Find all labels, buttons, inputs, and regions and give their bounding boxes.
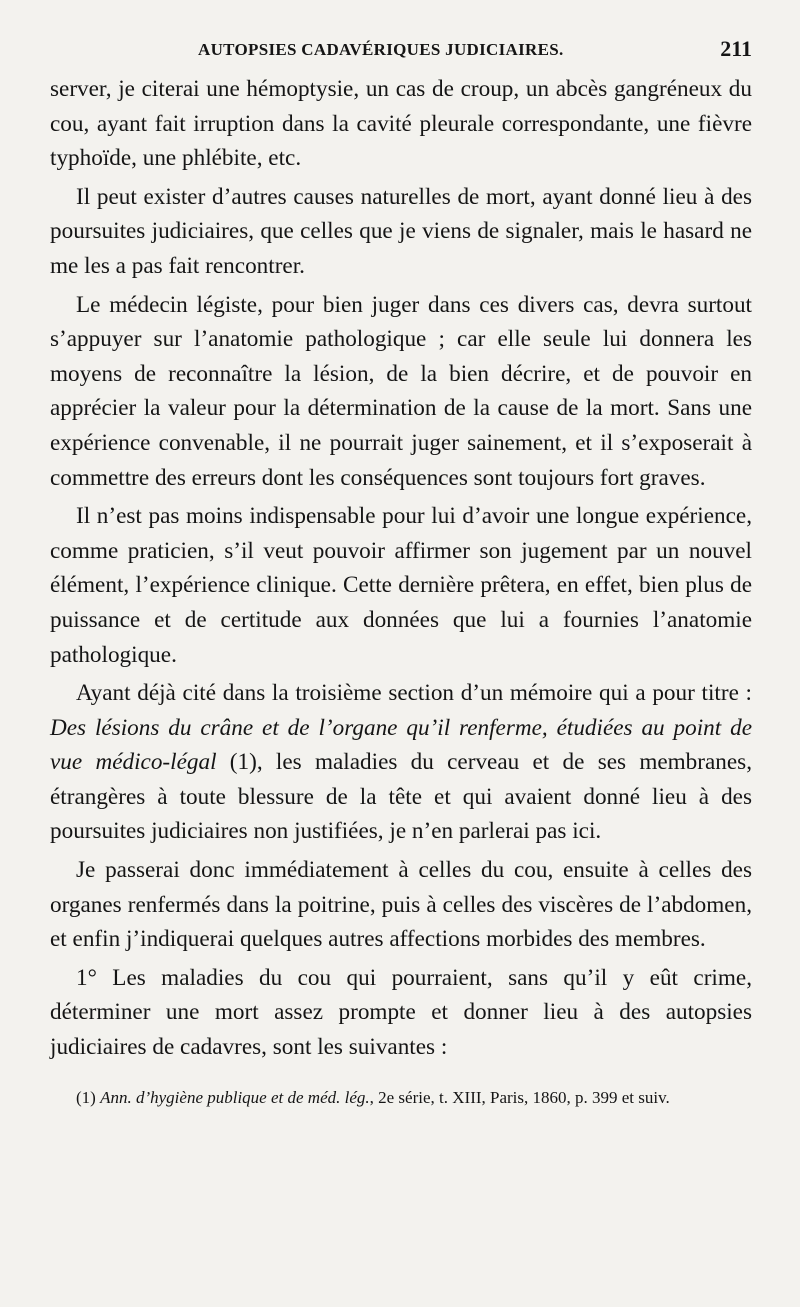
footnote-details: , 2e série, t. XIII, Paris, 1860, p. 399 et suiv. [369, 1087, 670, 1107]
paragraph-clinical-experience: Il n’est pas moins indispensable pour lui d’avoir une longue expérience, comme praticien, s’il veut pouvoir affirmer son jugement par un nouvel élément, l’expérience clinique. Cette dernière prêtera, en effet, bien plus de puissance et de certitude aux données que lui a fournies l’anatomie pathologique. [50, 503, 752, 668]
page-number: 211 [720, 36, 752, 61]
paragraph-continuation: server, je citerai une hémoptysie, un cas de croup, un abcès gangréneux du cou, ayant fait irruption dans la cavité pleurale correspondante, une fièvre typhoïde, une phlébite, etc. [50, 76, 752, 172]
footnote-journal: Ann. d’hygiène publique et de méd. lég. [100, 1087, 370, 1107]
paragraph-other-causes: Il peut exister d’autres causes naturelles de mort, ayant donné lieu à des poursuites judiciaires, que celles que je viens de signaler, mais le hasard ne me les a pas fait rencontrer. [50, 183, 752, 279]
memoir-text-after: (1), les maladies du cerveau et de ses membranes, étrangères à toute blessure de la tête et qui avaient donné lieu à des poursuites judiciaires non justifiées, je n’en parlerai pas ici. [50, 749, 752, 845]
paragraph-memoir-reference [50, 676, 752, 849]
memoir-title: Des lésions du crâne et de l’organe qu’il renferme, étudiées au point de vue médico-légal [50, 714, 752, 776]
running-title: AUTOPSIES CADAVÉRIQUES JUDICIAIRES. [198, 40, 564, 59]
body-text [50, 72, 752, 1065]
paragraph-neck-diseases: 1° Les maladies du cou qui pourraient, sans qu’il y eût crime, déterminer une mort assez prompte et donner lieu à des autopsies judiciaires de cadavres, sont les suivantes : [50, 964, 752, 1061]
memoir-text-before: Ayant déjà cité dans la troisième section d’un mémoire qui a pour titre : [76, 680, 752, 707]
footnote [50, 1083, 752, 1112]
paragraph-plan: Je passerai donc immédiatement à celles du cou, ensuite à celles des organes renfermés dans la poitrine, puis à celles des viscères de l’abdomen, et enfin j’indiquerai quelques autres affections morbides des membres. [50, 857, 752, 953]
page-header [50, 0, 752, 70]
footnote-marker: (1) [76, 1087, 101, 1107]
paragraph-pathological-anatomy: Le médecin légiste, pour bien juger dans ces divers cas, devra surtout s’appuyer sur l’anatomie pathologique ; car elle seule lui donnera les moyens de reconnaître la lésion, de la bien décrire, et de pouvoir en apprécier la valeur pour la détermination de la cause de la mort. Sans une expérience convenable, il ne pourrait juger sainement, et il s’exposerait à commettre des erreurs dont les conséquences sont toujours fort graves. [50, 291, 752, 491]
